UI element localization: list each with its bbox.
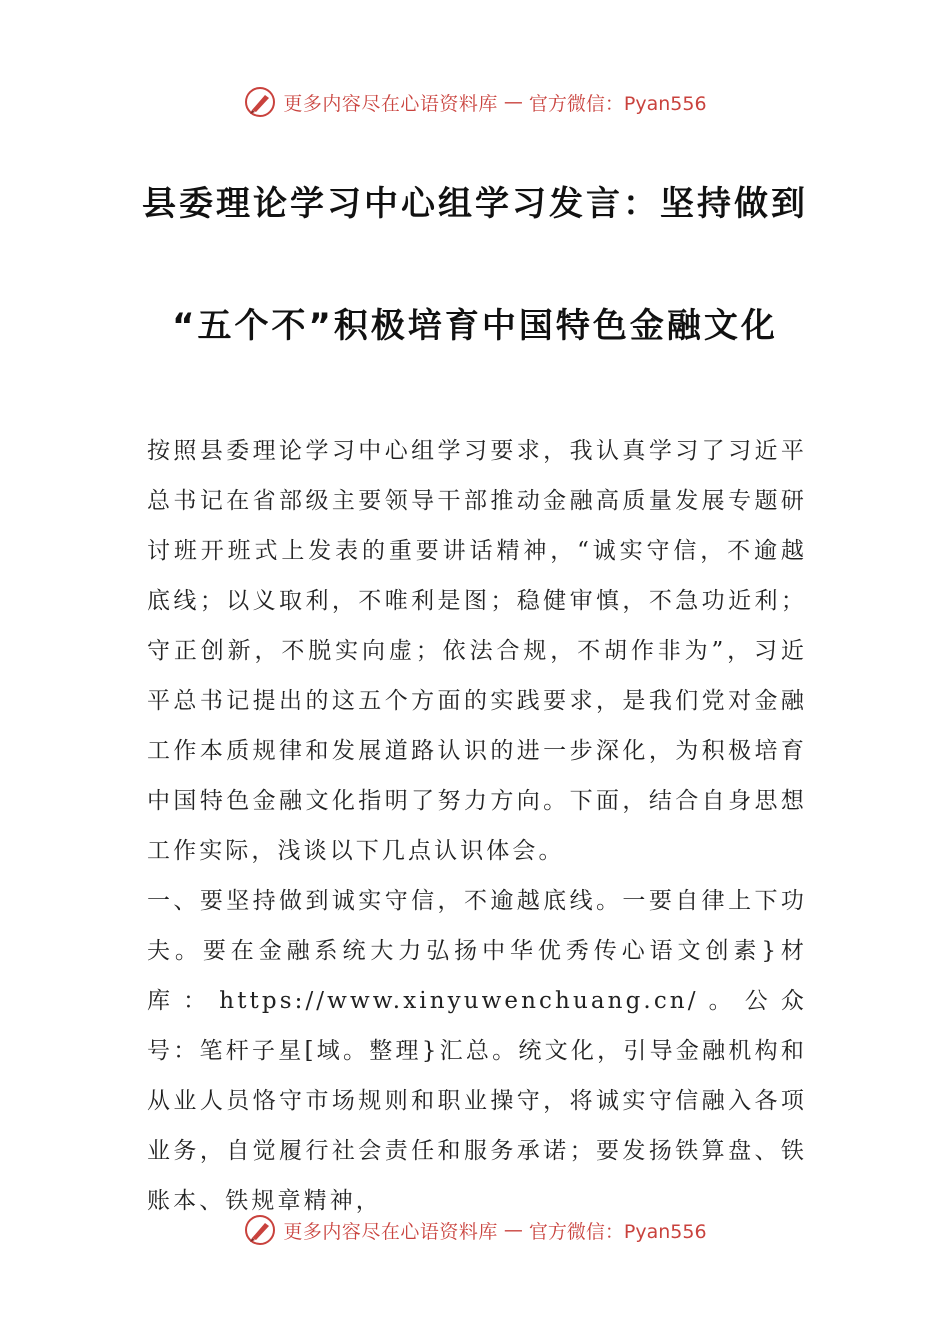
document-body xyxy=(147,426,807,1226)
banner-wechat-text: 官方微信：Pyan556 xyxy=(528,92,707,115)
banner-separator: — xyxy=(503,91,523,113)
banner-wechat-text: 官方微信：Pyan556 xyxy=(528,1220,707,1243)
pen-logo-icon xyxy=(243,85,277,119)
footer-watermark-banner xyxy=(0,1210,950,1250)
document-title-line-1: 县委理论学习中心组学习发言：坚持做到 xyxy=(142,184,808,224)
body-paragraph-1: 按照县委理论学习中心组学习要求，我认真学习了习近平总书记在省部级主要领导干部推动金融高质量发展专题研讨班开班式上发表的重要讲话精神，“诚实守信，不逾越底线；以义取利，不唯利是图；稳健审慎，不急功近利；守正创新，不脱实向虚；依法合规，不胡作非为”，习近平总书记提出的这五个方面的实践要求，是我们党对金融工作本质规律和发展道路认识的进一步深化，为积极培育中国特色金融文化指明了努力方向。下面，结合自身思想工作实际，浅谈以下几点认识体会。 xyxy=(147,438,807,864)
banner-site-text: 更多内容尽在心语资料库 xyxy=(283,92,498,115)
header-watermark-banner xyxy=(0,82,950,122)
pen-logo-icon xyxy=(243,1213,277,1247)
banner-separator: — xyxy=(503,1219,523,1241)
document-title-line-2: “五个不”积极培育中国特色金融文化 xyxy=(172,306,778,346)
banner-site-text: 更多内容尽在心语资料库 xyxy=(283,1220,498,1243)
body-paragraph-2: 一、要坚持做到诚实守信，不逾越底线。一要自律上下功夫。要在金融系统大力弘扬中华优秀传心语文创素}材库：https://www.xinyuwenchuang.cn/。公众号：笔杆子星[域。整理}汇总。统文化，引导金融机构和从业人员恪守市场规则和职业操守，将诚实守信融入各项业务，自觉履行社会责任和服务承诺；要发扬铁算盘、铁账本、铁规章精神， xyxy=(147,888,807,1214)
